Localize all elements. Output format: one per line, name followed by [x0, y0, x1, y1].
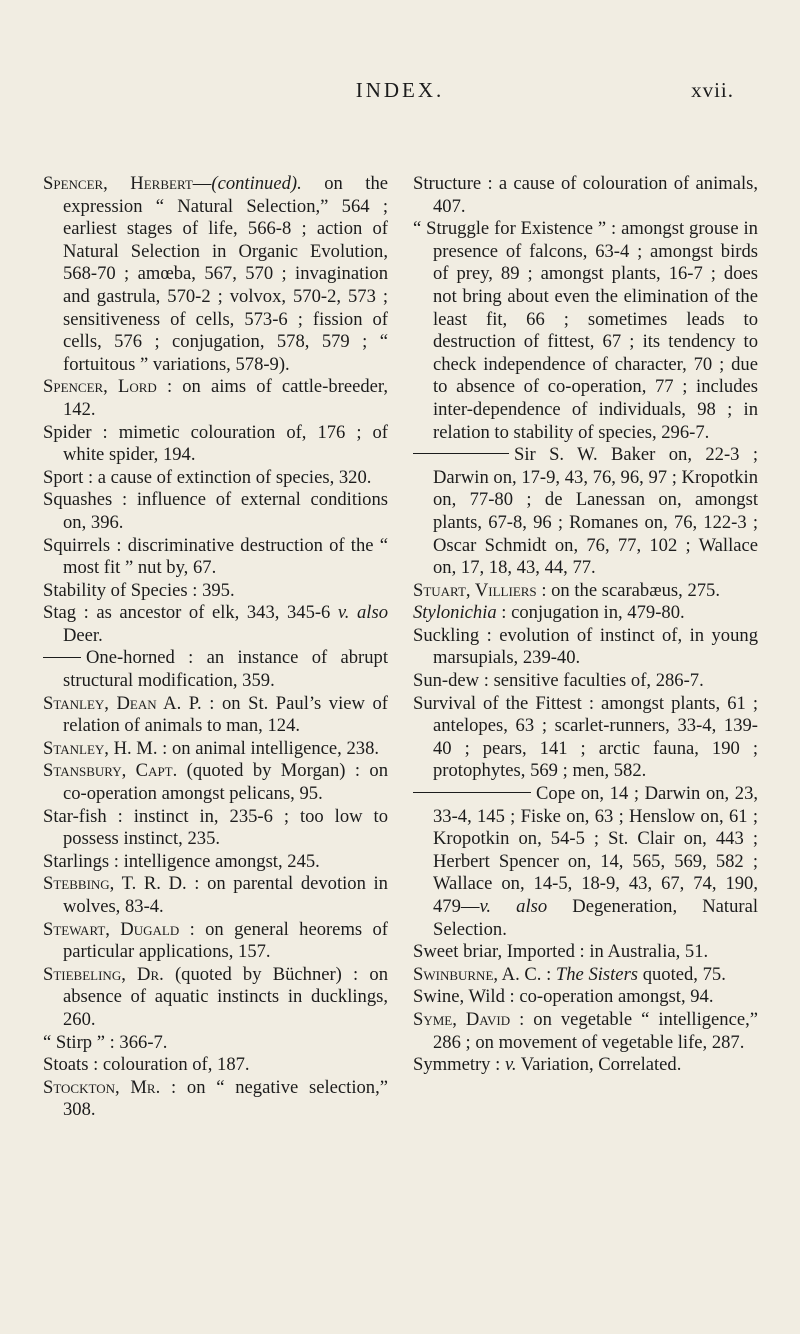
- entry-text: : colouration of, 187.: [88, 1054, 250, 1076]
- entry-text: : on animal intelligence, 238.: [157, 737, 380, 759]
- entry-heading: Stebbing, T. R. D.: [43, 873, 187, 895]
- index-entry: [413, 1054, 758, 1077]
- index-entry: [43, 964, 388, 1032]
- entry-text: : a cause of extinction of species, 320.: [83, 466, 372, 488]
- entry-crossref: v. also: [337, 602, 388, 624]
- index-entry: [43, 173, 388, 376]
- entry-heading: One-horned: [86, 647, 175, 669]
- index-entry: [413, 1009, 758, 1054]
- entry-heading: Suckling: [413, 624, 480, 646]
- entry-heading: Cope on, 14 ; Darwin: [536, 783, 701, 805]
- entry-crossref: The Sisters: [555, 963, 639, 985]
- entry-heading: “ Stirp ”: [43, 1031, 105, 1053]
- entry-heading: Sun-dew: [413, 670, 480, 692]
- entry-heading: Stability of Species: [43, 579, 188, 601]
- index-entry: [43, 647, 388, 692]
- entry-text: : on aims of cattle-breeder, 142.: [63, 376, 388, 420]
- entry-heading: Stansbury, Capt.: [43, 760, 178, 782]
- entry-heading: “ Struggle for Existence ”: [413, 218, 607, 240]
- index-entry: [43, 919, 388, 964]
- entry-text: : on vegetable “ intelligence,” 286 ; on movement of vegetable life, 287.: [433, 1008, 758, 1053]
- entry-text: : as ancestor of elk, 343, 345-6: [76, 602, 338, 624]
- entry-text-tail: Variation, Correlated.: [516, 1054, 682, 1076]
- entry-heading: Squashes: [43, 489, 113, 511]
- entry-heading: Stanley, H. M.: [43, 737, 158, 759]
- index-entry: [413, 580, 758, 603]
- entry-heading: Sir S. W. Baker on,: [514, 444, 692, 466]
- entry-text: : on general heorems of particular applications, 157.: [63, 918, 388, 963]
- entry-text: : on St. Paul’s view of relation of animals to man, 124.: [63, 692, 388, 737]
- running-head: [0, 78, 800, 108]
- entry-heading: Squirrels: [43, 534, 111, 556]
- index-entry: [43, 806, 388, 851]
- entry-heading: Structure: [413, 173, 482, 194]
- entry-text: : conjugation in, 479-80.: [496, 602, 685, 624]
- entry-text: on the expression “ Natural Selection,” 564 ; earliest stages of life, 566-8 ; action of Natural Selection in Organic Evolution, 568-70 ; amœba, 567, 570 ; invagination and gastrula, 570-2 ; volvox, 570-2, 573 ; sensitiveness of cells, 573-6 ; fission of cells, 576 ; conjugation, 578, 579 ; “ fortuitous ” variations, 578-9).: [63, 173, 389, 375]
- entry-text: : evolution of instinct of, in young marsupials, 239-40.: [433, 624, 758, 669]
- entry-text: : in Australia, 51.: [574, 941, 709, 963]
- index-entry: [413, 986, 758, 1009]
- left-index-column: [43, 173, 388, 1122]
- entry-text-tail: quoted, 75.: [638, 963, 726, 985]
- entry-text: on, 23, 33-4, 145 ; Fiske on, 63 ; Henslow on, 61 ; Kropotkin on, 54-5 ; St. Clair on, 443 ; Herbert Spencer on, 14, 565, 569, 582 ; Wallace on, 14-5, 18-9, 43, 67, 74, 190, 479—: [433, 783, 759, 917]
- entry-text: : amongst grouse in presence of falcons, 63-4 ; amongst birds of prey, 89 ; amongst plants, 16-7 ; does not bring about even the elimination of the least fit, 66 ; sometimes leads to destruction of fittest, 67 ; its tendency to check independence of character, 70 ; due to absence of co-operation, 77 ; includes inter-dependence of individuals, 98 ; in relation to stability of species, 296-7.: [433, 218, 758, 443]
- index-entry: [43, 1032, 388, 1055]
- ditto-rule: [413, 792, 531, 793]
- index-entry: [43, 1077, 388, 1122]
- entry-heading-note: (continued).: [211, 173, 302, 194]
- entry-heading: Stockton, Mr.: [43, 1076, 161, 1098]
- index-entry: [413, 783, 758, 941]
- entry-heading: Stewart, Dugald: [43, 918, 180, 940]
- entry-text: : instinct in, 235-6 ; too low to possess instinct, 235.: [63, 805, 388, 850]
- entry-heading: Swine, Wild: [413, 986, 505, 1008]
- entry-heading: Stuart, Villiers: [413, 579, 537, 601]
- entry-heading: Stag: [43, 602, 77, 624]
- entry-crossref: v.: [504, 1054, 517, 1076]
- index-entry: [43, 535, 388, 580]
- entry-text: : an instance of abrupt structural modification, 359.: [63, 647, 388, 692]
- index-entry: [43, 738, 388, 761]
- entry-text: : discriminative destruction of the “ most fit ” nut by, 67.: [63, 534, 388, 579]
- entry-text: (quoted by Morgan) : on co-operation amongst pelicans, 95.: [63, 760, 388, 805]
- index-entry: [43, 693, 388, 738]
- entry-heading: Star-fish: [43, 805, 107, 827]
- entry-text: 22-3 ; Darwin on, 17-9, 43, 76, 96, 97 ; Kropotkin on, 77-80 ; de Lanessan on, amongst plants, 67-8, 96 ; Romanes on, 76, 122-3 ; Oscar Schmidt on, 76, 77, 102 ; Wallace on, 17, 18, 43, 44, 77.: [433, 444, 759, 579]
- index-entry: [413, 941, 758, 964]
- index-entry: [43, 760, 388, 805]
- page-number: xvii.: [691, 78, 734, 102]
- entry-heading: Spencer, Lord: [43, 376, 157, 398]
- entry-text-tail: Degeneration, Natural Selection.: [433, 896, 758, 940]
- index-entry: [43, 851, 388, 874]
- index-entry: [413, 602, 758, 625]
- index-entry: [413, 173, 758, 218]
- entry-heading: Spencer, Herbert—: [43, 173, 212, 194]
- entry-text: : influence of external conditions on, 396.: [63, 489, 388, 533]
- index-entry: [43, 489, 388, 534]
- ditto-rule: [43, 657, 81, 658]
- entry-heading: Stylonichia: [413, 602, 497, 624]
- index-entry: [43, 1054, 388, 1077]
- entry-heading: Starlings: [43, 850, 110, 872]
- index-entry: [413, 444, 758, 580]
- entry-heading: Stoats: [43, 1054, 89, 1076]
- entry-heading: Symmetry: [413, 1054, 491, 1076]
- index-entry: [413, 670, 758, 693]
- index-entry: [43, 580, 388, 603]
- entry-heading: Stanley, Dean A. P.: [43, 692, 202, 714]
- entry-text: : on parental devotion in wolves, 83-4.: [63, 873, 388, 917]
- page-title: INDEX.: [355, 78, 445, 102]
- index-entry: [43, 422, 388, 467]
- entry-heading: Stiebeling, Dr.: [43, 963, 164, 985]
- entry-text: : on “ negative selection,” 308.: [63, 1076, 388, 1121]
- index-entry: [43, 376, 388, 421]
- entry-text: :: [541, 963, 556, 985]
- entry-text: : intelligence amongst, 245.: [109, 850, 320, 872]
- entry-text: : amongst plants, 61 ; antelopes, 63 ; scarlet-runners, 33-4, 139-40 ; pears, 141 ; arctic fauna, 190 ; protophytes, 569 ; men, 582.: [433, 692, 758, 782]
- entry-text: :: [490, 1054, 505, 1076]
- entry-text: : sensitive faculties of, 286-7.: [479, 670, 704, 692]
- entry-text-tail: Deer.: [63, 624, 103, 646]
- entry-text: : on the scarabæus, 275.: [536, 579, 720, 601]
- entry-text: : 395.: [187, 579, 235, 601]
- index-entry: [413, 625, 758, 670]
- entry-crossref: v. also: [479, 896, 548, 917]
- entry-text: : co-operation amongst, 94.: [504, 986, 714, 1008]
- entry-heading: Survival of the Fittest: [413, 692, 582, 714]
- entry-heading: Swinburne, A. C.: [413, 963, 542, 985]
- entry-text: (quoted by Büchner) : on absence of aquatic instincts in ducklings, 260.: [63, 963, 388, 1030]
- entry-text: : mimetic colouration of, 176 ; of white spider, 194.: [63, 421, 388, 466]
- entry-heading: Sport: [43, 466, 84, 488]
- ditto-rule: [413, 453, 509, 454]
- entry-heading: Spider: [43, 421, 92, 443]
- entry-text: : 366-7.: [104, 1031, 168, 1053]
- entry-heading: Sweet briar, Imported: [413, 941, 575, 963]
- index-entry: [413, 693, 758, 783]
- index-entry: [43, 467, 388, 490]
- entry-heading: Syme, David: [413, 1008, 511, 1030]
- index-entry: [413, 218, 758, 444]
- index-entry: [413, 964, 758, 987]
- right-index-column: [413, 173, 758, 1077]
- index-entry: [43, 873, 388, 918]
- entry-text: : a cause of colouration of animals, 407.: [433, 173, 758, 217]
- index-entry: [43, 602, 388, 647]
